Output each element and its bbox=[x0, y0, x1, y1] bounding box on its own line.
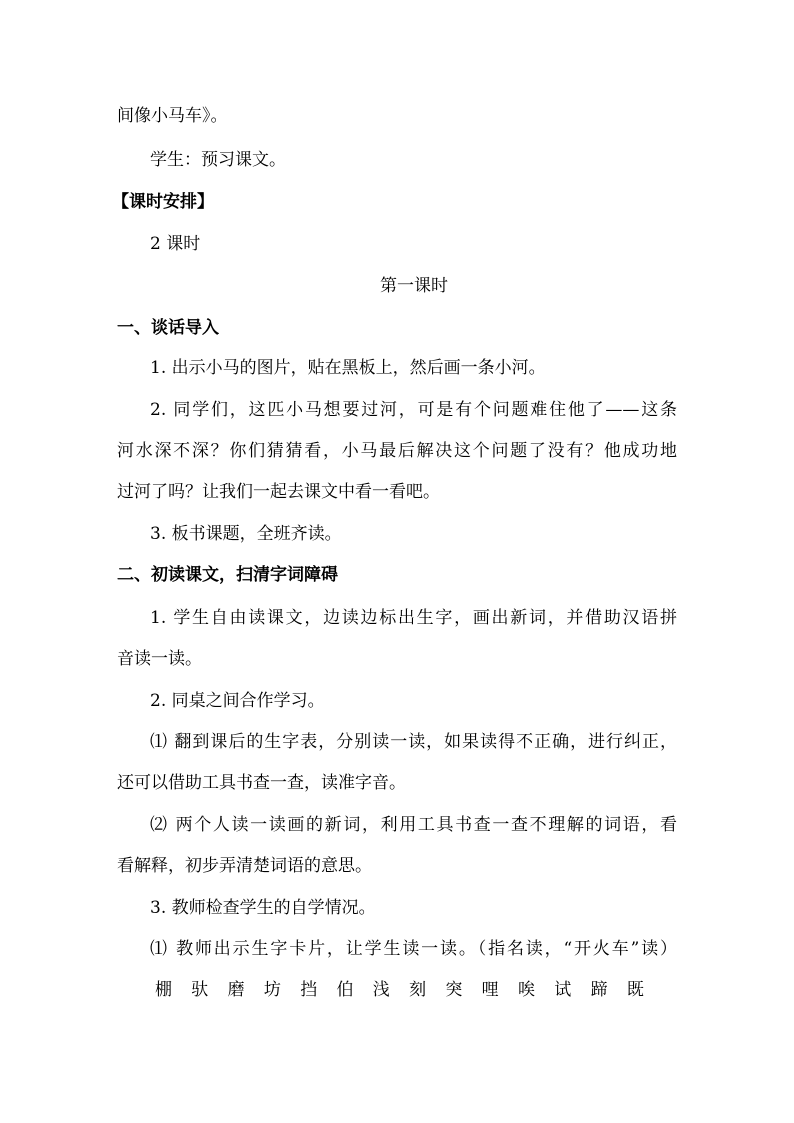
character: 既 bbox=[626, 980, 644, 1000]
text-line: 2 课时 bbox=[150, 234, 201, 254]
character: 驮 bbox=[191, 980, 209, 1000]
section-heading: 一、谈话导入 bbox=[117, 318, 219, 338]
character: 刻 bbox=[409, 980, 427, 1000]
text-line: 河水深不深？你们猜猜看，小马最后解决这个问题了没有？他成功地 bbox=[117, 441, 677, 461]
text-line: ⑴ 教师出示生字卡片，让学生读一读。（指名读，“开火车”读） bbox=[150, 939, 677, 959]
character: 挡 bbox=[300, 980, 318, 1000]
character-list bbox=[155, 978, 663, 1002]
lesson-title: 第一课时 bbox=[380, 276, 448, 296]
text-line: 3. 教师检查学生的自学情况。 bbox=[150, 898, 376, 918]
character: 蹄 bbox=[590, 980, 608, 1000]
character: 磨 bbox=[227, 980, 245, 1000]
text-line: 音读一读。 bbox=[117, 649, 202, 669]
text-line: 1. 学生自由读课文，边读边标出生字，画出新词，并借助汉语拼 bbox=[150, 608, 677, 628]
character: 哩 bbox=[481, 980, 499, 1000]
text-line: ⑴ 翻到课后的生字表，分别读一读，如果读得不正确，进行纠正， bbox=[150, 732, 677, 752]
character: 试 bbox=[554, 980, 572, 1000]
text-line: 过河了吗？让我们一起去课文中看一看吧。 bbox=[117, 482, 440, 502]
section-heading: 【课时安排】 bbox=[112, 192, 214, 212]
character: 伯 bbox=[336, 980, 354, 1000]
character: 突 bbox=[445, 980, 463, 1000]
text-line: 2. 同学们，这匹小马想要过河，可是有个问题难住他了——这条 bbox=[150, 400, 677, 420]
text-line: 2. 同桌之间合作学习。 bbox=[150, 691, 325, 711]
character: 唉 bbox=[517, 980, 535, 1000]
character: 坊 bbox=[263, 980, 281, 1000]
text-line: 还可以借助工具书查一查，读准字音。 bbox=[117, 773, 406, 793]
text-line: 1. 出示小马的图片，贴在黑板上，然后画一条小河。 bbox=[150, 358, 546, 378]
text-line: 3. 板书课题，全班齐读。 bbox=[150, 524, 342, 544]
text-line: 间像小马车》。 bbox=[117, 106, 228, 126]
section-heading: 二、初读课文，扫清字词障碍 bbox=[117, 565, 338, 585]
text-line: ⑵ 两个人读一读画的新词，利用工具书查一查不理解的词语，看 bbox=[150, 815, 677, 835]
text-line: 学生：预习课文。 bbox=[150, 150, 286, 170]
character: 浅 bbox=[372, 980, 390, 1000]
text-line: 看解释，初步弄清楚词语的意思。 bbox=[117, 856, 372, 876]
character: 棚 bbox=[155, 980, 172, 1000]
